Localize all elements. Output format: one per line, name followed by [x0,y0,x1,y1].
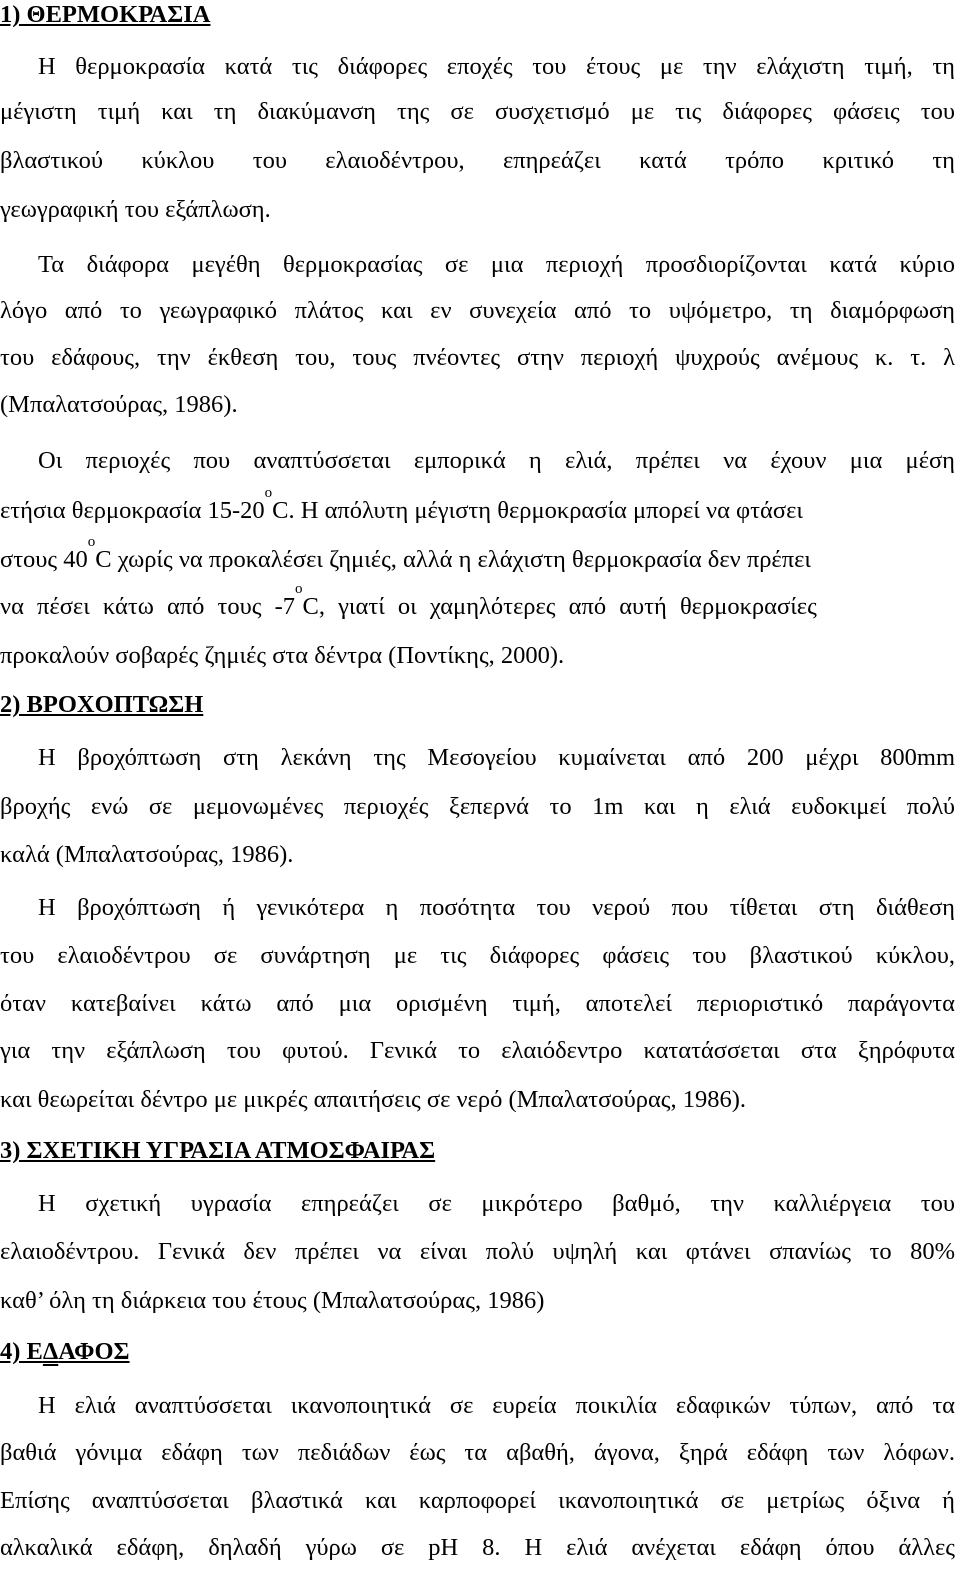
paragraph-line: και θεωρείται δέντρο με μικρές απαιτήσεις σε νερό (Μπαλατσούρας, 1986). [0,1086,747,1113]
section-heading-rainfall: 2) ΒΡΟΧΟΠΤΩΣΗ [0,691,204,718]
paragraph-line: Η βροχόπτωση ή γενικότερα η ποσότητα του νερού που τίθεται στη διάθεση [38,894,955,921]
paragraph-line: Τα διάφορα μεγέθη θερμοκρασίας σε μια περιοχή προσδιορίζονται κατά κύριο [38,251,955,278]
text-run: C χωρίς να προκαλέσει ζημιές, αλλά η ελάχιστη θερμοκρασία δεν πρέπει [95,546,811,573]
paragraph-line [0,581,817,622]
paragraph-line: λόγο από το γεωγραφικό πλάτος και εν συνεχεία από το υψόμετρο, τη διαμόρφωση [0,297,955,324]
text-run: στους 40 [0,546,88,573]
heading-part: ΑΦΟΣ [58,1338,130,1365]
degree-superscript: o [264,485,273,501]
section-heading-humidity: 3) ΣΧΕΤΙΚΗ ΥΓΡΑΣΙΑ ΑΤΜΟΣΦΑΙΡΑΣ [0,1137,436,1164]
paragraph-line: του εδάφους, την έκθεση του, τους πνέοντες στην περιοχή ψυχρούς ανέμους κ. τ. λ [0,344,955,371]
heading-part: Δ [42,1338,59,1365]
heading-part: 4) Ε [0,1338,43,1365]
paragraph-line: Οι περιοχές που αναπτύσσεται εμπορικά η ελιά, πρέπει να έχουν μια μέση [38,447,955,474]
paragraph-line: βροχής ενώ σε μεμονωμένες περιοχές ξεπερνά το 1m και η ελιά ευδοκιμεί πολύ [0,793,955,820]
paragraph-line: βλαστικού κύκλου του ελαιοδέντρου, επηρεάζει κατά τρόπο κριτικό τη [0,147,955,174]
degree-superscript: o [295,581,303,597]
paragraph-line: καθ’ όλη τη διάρκεια του έτους (Μπαλατσούρας, 1986) [0,1287,545,1314]
paragraph-line: καλά (Μπαλατσούρας, 1986). [0,841,294,868]
paragraph-line: αλκαλικά εδάφη, δηλαδή γύρω σε pH 8. Η ελιά ανέχεται εδάφη όπου άλλες [0,1534,955,1561]
paragraph-line: Η σχετική υγρασία επηρεάζει σε μικρότερο βαθμό, την καλλιέργεια του [38,1190,955,1217]
text-run: C. Η απόλυτη μέγιστη θερμοκρασία μπορεί να φτάσει [272,497,803,524]
paragraph-line: για την εξάπλωση του φυτού. Γενικά το ελαιόδεντρο κατατάσσεται στα ξηρόφυτα [0,1037,955,1064]
paragraph-line: Επίσης αναπτύσσεται βλαστικά και καρποφορεί ικανοποιητικά σε μετρίως όξινα ή [0,1487,955,1514]
text-run: C, γιατί οι χαμηλότερες από αυτή θερμοκρασίες [302,593,817,620]
paragraph-line [0,534,811,575]
paragraph-line: του ελαιοδέντρου σε συνάρτηση με τις διάφορες φάσεις του βλαστικού κύκλου, [0,942,955,969]
paragraph-line: μέγιστη τιμή και τη διακύμανση της σε συσχετισμό με τις διάφορες φάσεις του [0,98,955,125]
paragraph-line: όταν κατεβαίνει κάτω από μια ορισμένη τιμή, αποτελεί περιοριστικό παράγοντα [0,990,955,1017]
paragraph-line: γεωγραφική του εξάπλωση. [0,196,271,223]
text-run: να πέσει κάτω από τους -7 [0,593,296,620]
section-heading-soil [0,1337,130,1367]
paragraph-line: βαθιά γόνιμα εδάφη των πεδιάδων έως τα αβαθή, άγονα, ξηρά εδάφη των λόφων. [0,1439,955,1466]
paragraph-line [0,485,803,526]
section-heading-temperature: 1) ΘΕΡΜΟΚΡΑΣΙΑ [0,1,211,28]
degree-superscript: o [87,534,96,550]
paragraph-line: ελαιοδέντρου. Γενικά δεν πρέπει να είναι πολύ υψηλή και φτάνει σπανίως το 80% [0,1238,955,1265]
paragraph-line: Η ελιά αναπτύσσεται ικανοποιητικά σε ευρεία ποικιλία εδαφικών τύπων, από τα [38,1392,955,1419]
text-run: ετήσια θερμοκρασία 15-20 [0,497,265,524]
paragraph-line: Η βροχόπτωση στη λεκάνη της Μεσογείου κυμαίνεται από 200 μέχρι 800mm [38,744,955,771]
paragraph-line: (Μπαλατσούρας, 1986). [0,391,238,418]
paragraph-line: προκαλούν σοβαρές ζημιές στα δέντρα (Ποντίκης, 2000). [0,642,565,669]
paragraph-line: Η θερμοκρασία κατά τις διάφορες εποχές του έτους με την ελάχιστη τιμή, τη [38,53,955,80]
